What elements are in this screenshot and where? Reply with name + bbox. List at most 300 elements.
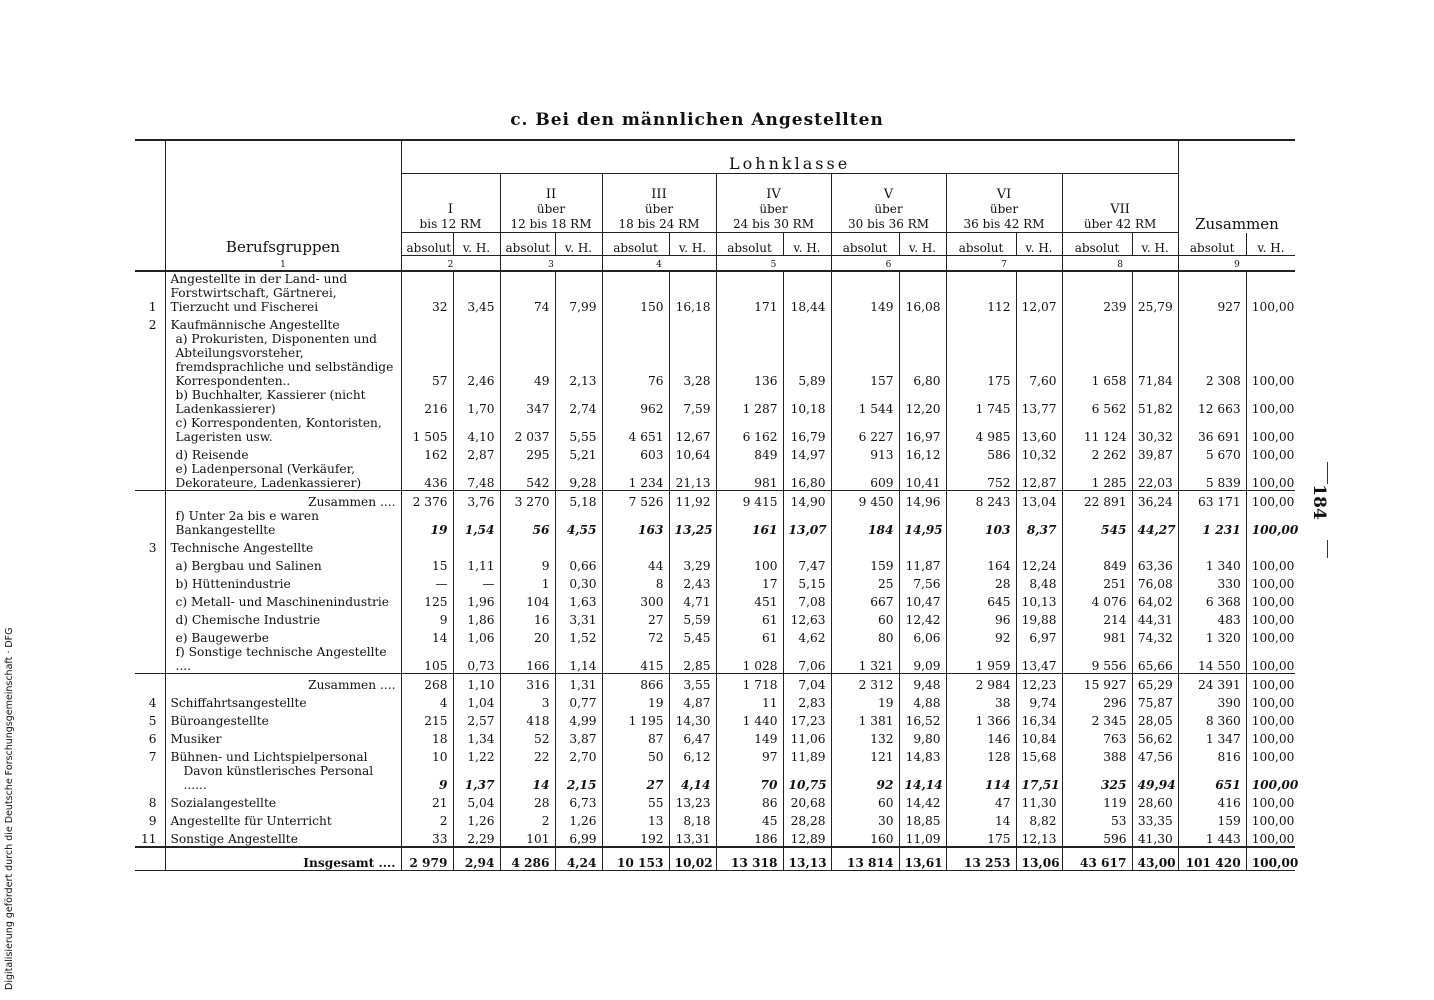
subtotal-row: [135, 491, 1295, 510]
row-index: 3: [148, 541, 157, 555]
cell-absolute: 9 415: [716, 491, 783, 510]
cell-percent: 12,67: [669, 416, 716, 444]
occupation-groups-header: Berufsgruppen: [165, 140, 401, 256]
cell-absolute: [1062, 537, 1132, 555]
cell-absolute: 25: [831, 573, 899, 591]
cell-percent: 13,60: [1016, 416, 1062, 444]
wage-class-header: Lohnklasse: [401, 140, 1178, 174]
cell-absolute: 146: [946, 728, 1016, 746]
cell-percent: 100,00: [1246, 746, 1295, 764]
cell-absolute: 216: [401, 388, 453, 416]
cell-absolute: 347: [500, 388, 555, 416]
row-label: e) Baugewerbe: [165, 627, 401, 645]
cell-absolute: [1062, 314, 1132, 332]
cell-absolute: [946, 314, 1016, 332]
cell-absolute: 175: [946, 828, 1016, 847]
cell-percent: 100,00: [1246, 388, 1295, 416]
wage-class-numeral: VII: [1110, 202, 1130, 217]
cell-absolute: 763: [1062, 728, 1132, 746]
wage-class-range: 36 bis 42 RM: [963, 217, 1045, 231]
row-index: [135, 645, 165, 674]
cell-percent: 1,06: [453, 627, 500, 645]
cell-percent: 2,57: [453, 710, 500, 728]
cell-percent: 18,44: [783, 271, 831, 314]
cell-absolute: 27: [602, 764, 669, 792]
cell-percent: 4,10: [453, 416, 500, 444]
cell-absolute: 19: [602, 692, 669, 710]
wage-class-6: [946, 174, 1062, 233]
cell-absolute: [1178, 314, 1246, 332]
cell-absolute: 97: [716, 746, 783, 764]
abs-header: absolut: [946, 233, 1016, 256]
cell-absolute: 119: [1062, 792, 1132, 810]
wage-class-7: [1062, 174, 1178, 233]
cell-absolute: 36 691: [1178, 416, 1246, 444]
cell-absolute: 72: [602, 627, 669, 645]
digitization-credit-text: Digitalisierung gefördert durch die Deutsche Forschungsgemeinschaft · DFG: [4, 627, 15, 990]
cell-percent: 21,13: [669, 462, 716, 491]
column-number: 7: [946, 256, 1062, 272]
cell-percent: 14,90: [783, 491, 831, 510]
cell-percent: 100,00: [1246, 555, 1295, 573]
cell-percent: 2,74: [555, 388, 602, 416]
cell-percent: 100,00: [1246, 828, 1295, 847]
cell-percent: [899, 314, 946, 332]
cell-percent: 10,13: [1016, 591, 1062, 609]
cell-percent: 100,00: [1246, 462, 1295, 491]
table-row: [135, 591, 1295, 609]
cell-absolute: 80: [831, 627, 899, 645]
row-label: Angestellte für Unterricht: [165, 810, 401, 828]
cell-absolute: 15: [401, 555, 453, 573]
row-label: Musiker: [165, 728, 401, 746]
cell-percent: 11,87: [899, 555, 946, 573]
table-row: [135, 509, 1295, 537]
cell-percent: 1,54: [453, 509, 500, 537]
cell-percent: 11,92: [669, 491, 716, 510]
cell-absolute: 87: [602, 728, 669, 746]
cell-percent: 1,70: [453, 388, 500, 416]
cell-absolute: 18: [401, 728, 453, 746]
cell-percent: 100,00: [1246, 591, 1295, 609]
cell-absolute: 1 959: [946, 645, 1016, 674]
row-index: 5: [148, 714, 157, 728]
cell-absolute: 9 556: [1062, 645, 1132, 674]
cell-absolute: 6 368: [1178, 591, 1246, 609]
cell-absolute: 295: [500, 444, 555, 462]
cell-percent: 4,71: [669, 591, 716, 609]
cell-percent: [1132, 537, 1178, 555]
column-number: 3: [500, 256, 602, 272]
cell-percent: 19,88: [1016, 609, 1062, 627]
cell-percent: 100,00: [1246, 645, 1295, 674]
cell-percent: [1132, 314, 1178, 332]
cell-percent: 5,45: [669, 627, 716, 645]
cell-absolute: 6 162: [716, 416, 783, 444]
wage-class-4: [716, 174, 831, 233]
cell-percent: 47,56: [1132, 746, 1178, 764]
cell-absolute: 9 450: [831, 491, 899, 510]
cell-percent: 100,00: [1246, 491, 1295, 510]
cell-absolute: 586: [946, 444, 1016, 462]
cell-absolute: 11 124: [1062, 416, 1132, 444]
cell-percent: 7,08: [783, 591, 831, 609]
row-label: b) Buchhalter, Kassierer (nicht Ladenkassierer): [165, 388, 401, 416]
cell-percent: 14,97: [783, 444, 831, 462]
row-label: f) Unter 2a bis e waren Bankangestellte: [165, 509, 401, 537]
cell-absolute: 4 286: [500, 847, 555, 871]
cell-percent: 1,34: [453, 728, 500, 746]
cell-percent: 76,08: [1132, 573, 1178, 591]
cell-percent: [1246, 537, 1295, 555]
column-number: 8: [1062, 256, 1178, 272]
cell-percent: 8,37: [1016, 509, 1062, 537]
row-index: 4: [148, 696, 157, 710]
cell-absolute: 13: [602, 810, 669, 828]
table-row: [135, 692, 1295, 710]
row-index: 2: [148, 318, 157, 332]
cell-absolute: 4: [401, 692, 453, 710]
cell-percent: 1,52: [555, 627, 602, 645]
wage-class-over: über: [759, 202, 788, 216]
cell-absolute: [401, 537, 453, 555]
abs-header: absolut: [1062, 233, 1132, 256]
cell-percent: 13,04: [1016, 491, 1062, 510]
cell-absolute: 125: [401, 591, 453, 609]
cell-percent: 4,99: [555, 710, 602, 728]
cell-absolute: 61: [716, 627, 783, 645]
cell-absolute: 849: [1062, 555, 1132, 573]
cell-percent: 44,27: [1132, 509, 1178, 537]
cell-absolute: 24 391: [1178, 674, 1246, 693]
cell-percent: 7,04: [783, 674, 831, 693]
row-index: [135, 462, 165, 491]
cell-absolute: [401, 314, 453, 332]
table-row: [135, 645, 1295, 674]
total-row: [135, 847, 1295, 871]
cell-percent: 16,18: [669, 271, 716, 314]
cell-percent: 100,00: [1246, 332, 1295, 388]
cell-absolute: 416: [1178, 792, 1246, 810]
cell-absolute: 22 891: [1062, 491, 1132, 510]
row-index: 8: [148, 796, 157, 810]
cell-percent: 13,77: [1016, 388, 1062, 416]
cell-percent: 28,28: [783, 810, 831, 828]
cell-absolute: 21: [401, 792, 453, 810]
cell-percent: 4,62: [783, 627, 831, 645]
cell-percent: 13,23: [669, 792, 716, 810]
row-label: Schiffahrtsangestellte: [165, 692, 401, 710]
table-row: [135, 746, 1295, 764]
cell-absolute: 61: [716, 609, 783, 627]
cell-percent: 2,13: [555, 332, 602, 388]
cell-percent: 12,23: [1016, 674, 1062, 693]
cell-absolute: 1 320: [1178, 627, 1246, 645]
cell-percent: 10,64: [669, 444, 716, 462]
cell-absolute: 436: [401, 462, 453, 491]
cell-percent: 7,56: [899, 573, 946, 591]
cell-percent: 16,97: [899, 416, 946, 444]
cell-absolute: 6 562: [1062, 388, 1132, 416]
page-number-rule: [1327, 462, 1328, 484]
row-label: f) Sonstige technische Angestellte ....: [165, 645, 401, 674]
cell-percent: 100,00: [1246, 674, 1295, 693]
cell-absolute: 101 420: [1178, 847, 1246, 871]
table-row: [135, 555, 1295, 573]
cell-percent: 9,48: [899, 674, 946, 693]
cell-absolute: 16: [500, 609, 555, 627]
cell-percent: 39,87: [1132, 444, 1178, 462]
cell-absolute: 171: [716, 271, 783, 314]
cell-percent: 16,12: [899, 444, 946, 462]
cell-absolute: 92: [831, 764, 899, 792]
cell-absolute: 542: [500, 462, 555, 491]
cell-absolute: 2 984: [946, 674, 1016, 693]
cell-absolute: 164: [946, 555, 1016, 573]
cell-percent: 12,89: [783, 828, 831, 847]
cell-percent: 14,30: [669, 710, 716, 728]
cell-percent: 4,88: [899, 692, 946, 710]
cell-percent: 3,45: [453, 271, 500, 314]
cell-percent: 12,13: [1016, 828, 1062, 847]
cell-absolute: 418: [500, 710, 555, 728]
cell-absolute: 4 651: [602, 416, 669, 444]
cell-absolute: 101: [500, 828, 555, 847]
cell-absolute: 22: [500, 746, 555, 764]
cell-absolute: 981: [1062, 627, 1132, 645]
wage-class-over: über: [874, 202, 903, 216]
cell-absolute: —: [401, 573, 453, 591]
cell-percent: 1,37: [453, 764, 500, 792]
cell-absolute: 9: [500, 555, 555, 573]
cell-absolute: 1 745: [946, 388, 1016, 416]
wage-class-range: bis 12 RM: [419, 217, 482, 231]
cell-percent: 1,96: [453, 591, 500, 609]
cell-percent: 44,31: [1132, 609, 1178, 627]
row-index: [135, 627, 165, 645]
cell-absolute: 20: [500, 627, 555, 645]
cell-percent: 100,00: [1246, 792, 1295, 810]
cell-percent: 4,24: [555, 847, 602, 871]
cell-percent: 13,61: [899, 847, 946, 871]
cell-percent: 11,89: [783, 746, 831, 764]
cell-percent: 11,06: [783, 728, 831, 746]
table-row: [135, 828, 1295, 847]
cell-percent: 1,11: [453, 555, 500, 573]
cell-percent: 100,00: [1246, 271, 1295, 314]
cell-absolute: 388: [1062, 746, 1132, 764]
row-index: [135, 444, 165, 462]
cell-absolute: 1 340: [1178, 555, 1246, 573]
cell-percent: 6,12: [669, 746, 716, 764]
cell-percent: 100,00: [1246, 627, 1295, 645]
cell-percent: 100,00: [1246, 509, 1295, 537]
cell-percent: 33,35: [1132, 810, 1178, 828]
abs-header: absolut: [602, 233, 669, 256]
row-index: [135, 555, 165, 573]
row-label: Davon künstlerisches Personal ......: [165, 764, 401, 792]
cell-absolute: 45: [716, 810, 783, 828]
cell-absolute: 1 195: [602, 710, 669, 728]
table-row: [135, 388, 1295, 416]
cell-percent: 16,08: [899, 271, 946, 314]
cell-absolute: 816: [1178, 746, 1246, 764]
cell-percent: 0,66: [555, 555, 602, 573]
cell-percent: 13,06: [1016, 847, 1062, 871]
cell-absolute: 19: [401, 509, 453, 537]
cell-percent: 10,18: [783, 388, 831, 416]
cell-percent: 3,55: [669, 674, 716, 693]
cell-absolute: 9: [401, 609, 453, 627]
cell-absolute: 927: [1178, 271, 1246, 314]
row-index: [135, 509, 165, 537]
cell-absolute: 913: [831, 444, 899, 462]
row-index: 1: [148, 300, 157, 314]
cell-percent: 0,77: [555, 692, 602, 710]
cell-percent: [555, 314, 602, 332]
wage-class-numeral: VI: [996, 187, 1012, 202]
cell-absolute: 150: [602, 271, 669, 314]
cell-absolute: 192: [602, 828, 669, 847]
cell-percent: 3,28: [669, 332, 716, 388]
cell-percent: [555, 537, 602, 555]
cell-percent: 5,55: [555, 416, 602, 444]
row-index: 6: [148, 732, 157, 746]
table-row: [135, 764, 1295, 792]
pct-header: v. H.: [899, 233, 946, 256]
table-body: [135, 271, 1299, 871]
cell-percent: 8,48: [1016, 573, 1062, 591]
abs-header: absolut: [831, 233, 899, 256]
cell-absolute: 451: [716, 591, 783, 609]
cell-absolute: 53: [1062, 810, 1132, 828]
cell-absolute: 47: [946, 792, 1016, 810]
cell-percent: 100,00: [1246, 692, 1295, 710]
wage-class-numeral: II: [545, 187, 557, 202]
cell-percent: 4,87: [669, 692, 716, 710]
cell-percent: 6,97: [1016, 627, 1062, 645]
cell-percent: 14,83: [899, 746, 946, 764]
cell-percent: 12,24: [1016, 555, 1062, 573]
group-heading-row: [135, 537, 1295, 555]
table-row: [135, 627, 1295, 645]
cell-absolute: 596: [1062, 828, 1132, 847]
cell-absolute: 157: [831, 332, 899, 388]
cell-absolute: 1 505: [401, 416, 453, 444]
cell-percent: 6,73: [555, 792, 602, 810]
column-number: 5: [716, 256, 831, 272]
cell-absolute: 1 718: [716, 674, 783, 693]
row-label: b) Hüttenindustrie: [165, 573, 401, 591]
cell-percent: 1,22: [453, 746, 500, 764]
row-label: d) Reisende: [165, 444, 401, 462]
cell-absolute: 13 318: [716, 847, 783, 871]
table-row: [135, 416, 1295, 444]
cell-percent: 7,99: [555, 271, 602, 314]
cell-percent: 6,06: [899, 627, 946, 645]
cell-absolute: 11: [716, 692, 783, 710]
cell-percent: 6,47: [669, 728, 716, 746]
wage-class-5: [831, 174, 946, 233]
cell-percent: 75,87: [1132, 692, 1178, 710]
subtotal-row: [135, 674, 1295, 693]
cell-percent: 10,75: [783, 764, 831, 792]
cell-absolute: 2 308: [1178, 332, 1246, 388]
cell-percent: 14,96: [899, 491, 946, 510]
table-row: [135, 271, 1295, 314]
cell-absolute: 32: [401, 271, 453, 314]
cell-absolute: 149: [831, 271, 899, 314]
cell-percent: 28,60: [1132, 792, 1178, 810]
cell-absolute: 149: [716, 728, 783, 746]
cell-percent: 49,94: [1132, 764, 1178, 792]
row-label: Zusammen ....: [165, 674, 401, 693]
cell-percent: 1,04: [453, 692, 500, 710]
cell-percent: 13,25: [669, 509, 716, 537]
cell-percent: 2,83: [783, 692, 831, 710]
cell-absolute: 8 360: [1178, 710, 1246, 728]
cell-absolute: 239: [1062, 271, 1132, 314]
row-label: Büroangestellte: [165, 710, 401, 728]
cell-absolute: 2: [401, 810, 453, 828]
table-row: [135, 444, 1295, 462]
cell-absolute: 1 381: [831, 710, 899, 728]
cell-absolute: 92: [946, 627, 1016, 645]
cell-percent: 100,00: [1246, 609, 1295, 627]
column-number: 9: [1178, 256, 1295, 272]
cell-absolute: 3 270: [500, 491, 555, 510]
table-row: [135, 462, 1295, 491]
row-label: c) Metall- und Maschinenindustrie: [165, 591, 401, 609]
cell-percent: 2,46: [453, 332, 500, 388]
table-row: [135, 792, 1295, 810]
wage-class-3: [602, 174, 716, 233]
cell-absolute: 296: [1062, 692, 1132, 710]
cell-absolute: 103: [946, 509, 1016, 537]
cell-absolute: 121: [831, 746, 899, 764]
cell-absolute: 667: [831, 591, 899, 609]
row-index: [135, 847, 165, 871]
cell-percent: 2,43: [669, 573, 716, 591]
cell-percent: 13,13: [783, 847, 831, 871]
cell-absolute: 128: [946, 746, 1016, 764]
cell-percent: 74,32: [1132, 627, 1178, 645]
cell-percent: 7,06: [783, 645, 831, 674]
table-row: [135, 810, 1295, 828]
cell-absolute: 74: [500, 271, 555, 314]
cell-absolute: 159: [1178, 810, 1246, 828]
cell-percent: 12,87: [1016, 462, 1062, 491]
cell-absolute: 4 985: [946, 416, 1016, 444]
wage-class-numeral: IV: [766, 187, 781, 202]
cell-percent: 14,42: [899, 792, 946, 810]
cell-percent: —: [453, 573, 500, 591]
cell-percent: 100,00: [1246, 416, 1295, 444]
cell-percent: 7,60: [1016, 332, 1062, 388]
cell-percent: 7,59: [669, 388, 716, 416]
row-label: e) Ladenpersonal (Verkäufer, Dekorateure, Ladenkassierer): [165, 462, 401, 491]
cell-percent: [783, 537, 831, 555]
cell-absolute: 849: [716, 444, 783, 462]
cell-absolute: 2 979: [401, 847, 453, 871]
cell-absolute: 57: [401, 332, 453, 388]
cell-absolute: 2: [500, 810, 555, 828]
cell-percent: 7,47: [783, 555, 831, 573]
cell-absolute: 3: [500, 692, 555, 710]
cell-absolute: 316: [500, 674, 555, 693]
wage-class-numeral: V: [883, 187, 894, 202]
cell-absolute: 44: [602, 555, 669, 573]
